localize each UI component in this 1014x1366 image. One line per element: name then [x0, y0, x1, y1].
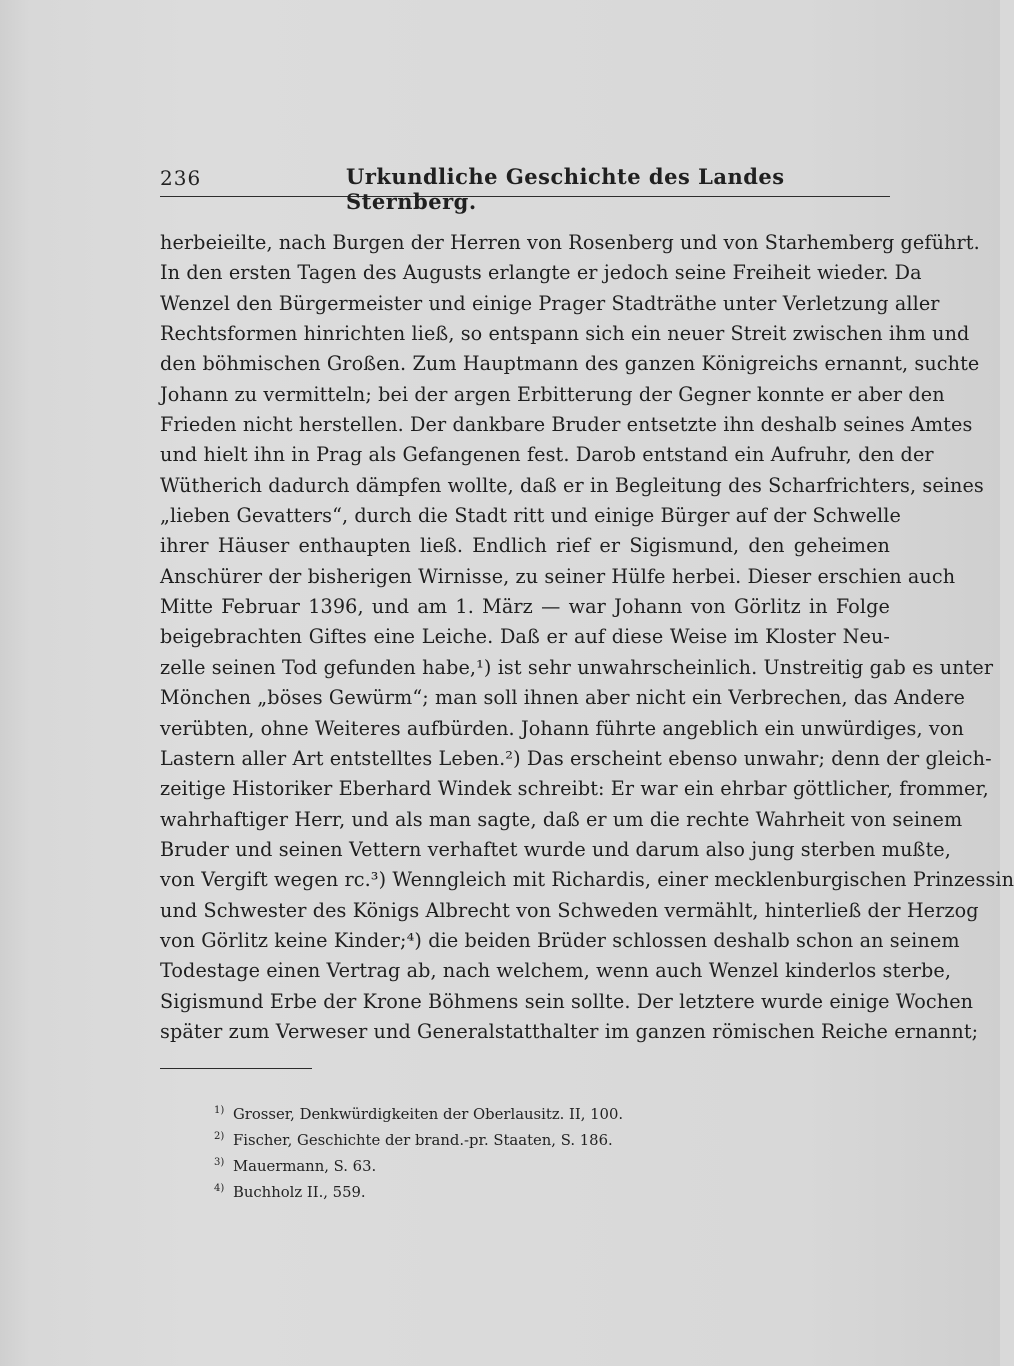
text-line: Bruder und seinen Vettern verhaftet wurde und darum also jung sterben mußte,: [160, 837, 951, 861]
text-line: beigebrachten Giftes eine Leiche. Daß er auf diese Weise im Kloster Neu-: [160, 625, 890, 649]
text-line: Lastern aller Art entstelltes Leben.²) Das erscheint ebenso unwahr; denn der gleich-: [160, 746, 992, 770]
text-line: Mönchen „böses Gewürm“; man soll ihnen aber nicht ein Verbrechen, das Andere: [160, 686, 965, 710]
footnote-marker: 4): [214, 1183, 225, 1194]
running-head: [160, 160, 890, 214]
text-line: Wütherich dadurch dämpfen wollte, daß er in Begleitung des Scharfrichters, seines: [160, 473, 984, 497]
text-line: wahrhaftiger Herr, und als man sagte, daß er um die rechte Wahrheit von seinem: [160, 807, 963, 831]
text-line: Anschürer der bisherigen Wirnisse, zu seiner Hülfe herbei. Dieser erschien auch: [160, 564, 956, 588]
page-number: 236: [160, 166, 202, 190]
text-line: von Görlitz keine Kinder;⁴) die beiden Brüder schlossen deshalb schon an seinem: [160, 928, 960, 952]
footnote-marker: 1): [214, 1105, 225, 1116]
text-line: den böhmischen Großen. Zum Hauptmann des ganzen Königreichs ernannt, suchte: [160, 352, 980, 376]
footnote-marker: 2): [214, 1131, 225, 1142]
text-line: ihrer Häuser enthaupten ließ. Endlich rief er Sigismund, den geheimen: [160, 534, 890, 558]
footnote: [214, 1176, 774, 1202]
text-line: und hielt ihn in Prag als Gefangenen fest. Darob entstand ein Aufruhr, den der: [160, 443, 934, 467]
text-line: In den ersten Tagen des Augusts erlangte er jedoch seine Freiheit wieder. Da: [160, 261, 922, 285]
text-line: herbeieilte, nach Burgen der Herren von Rosenberg und von Starhemberg geführt.: [160, 231, 980, 254]
footnote-text: Fischer, Geschichte der brand.-pr. Staaten, S. 186.: [232, 1131, 613, 1149]
footnote-divider: [160, 1068, 312, 1069]
footnotes: [214, 1098, 774, 1202]
text-line: Johann zu vermitteln; bei der argen Erbitterung der Gegner konnte er aber den: [160, 382, 945, 406]
footnote-marker: 3): [214, 1157, 225, 1168]
text-line: Wenzel den Bürgermeister und einige Prager Stadträthe unter Verletzung aller: [160, 291, 940, 315]
footnote-text: Mauermann, S. 63.: [232, 1157, 377, 1175]
text-line: Todestage einen Vertrag ab, nach welchem, wenn auch Wenzel kinderlos sterbe,: [160, 959, 952, 983]
text-line: zeitige Historiker Eberhard Windek schreibt: Er war ein ehrbar göttlicher, frommer,: [160, 777, 989, 801]
footnote-text: Buchholz II., 559.: [232, 1183, 366, 1201]
footnote: [214, 1150, 774, 1176]
running-title: Urkundliche Geschichte des Landes Sternberg.: [346, 164, 785, 214]
footnote: [214, 1098, 774, 1124]
text-line: Sigismund Erbe der Krone Böhmens sein sollte. Der letztere wurde einige Wochen: [160, 989, 974, 1013]
text-line: Frieden nicht herstellen. Der dankbare Bruder entsetzte ihn deshalb seines Amtes: [160, 413, 973, 437]
footnote: [214, 1124, 774, 1150]
body-text: [160, 228, 1014, 1047]
text-line: Rechtsformen hinrichten ließ, so entspann sich ein neuer Streit zwischen ihm und: [160, 322, 970, 346]
text-line: später zum Verweser und Generalstatthalter im ganzen römischen Reiche ernannt;: [160, 1019, 979, 1043]
text-line: Mitte Februar 1396, und am 1. März — war Johann von Görlitz in Folge: [160, 595, 890, 619]
text-line: von Vergift wegen rc.³) Wenngleich mit Richardis, einer mecklenburgischen Prinzessin: [160, 868, 1014, 892]
text-line: und Schwester des Königs Albrecht von Schweden vermählt, hinterließ der Herzog: [160, 898, 979, 922]
footnote-text: Grosser, Denkwürdigkeiten der Oberlausitz. II, 100.: [232, 1105, 624, 1123]
text-line: verübten, ohne Weiteres aufbürden. Johann führte angeblich ein unwürdiges, von: [160, 716, 964, 740]
text-line: zelle seinen Tod gefunden habe,¹) ist sehr unwahrscheinlich. Unstreitig gab es unter: [160, 655, 994, 679]
text-line: „lieben Gevatters“, durch die Stadt ritt und einige Bürger auf der Schwelle: [160, 504, 901, 528]
